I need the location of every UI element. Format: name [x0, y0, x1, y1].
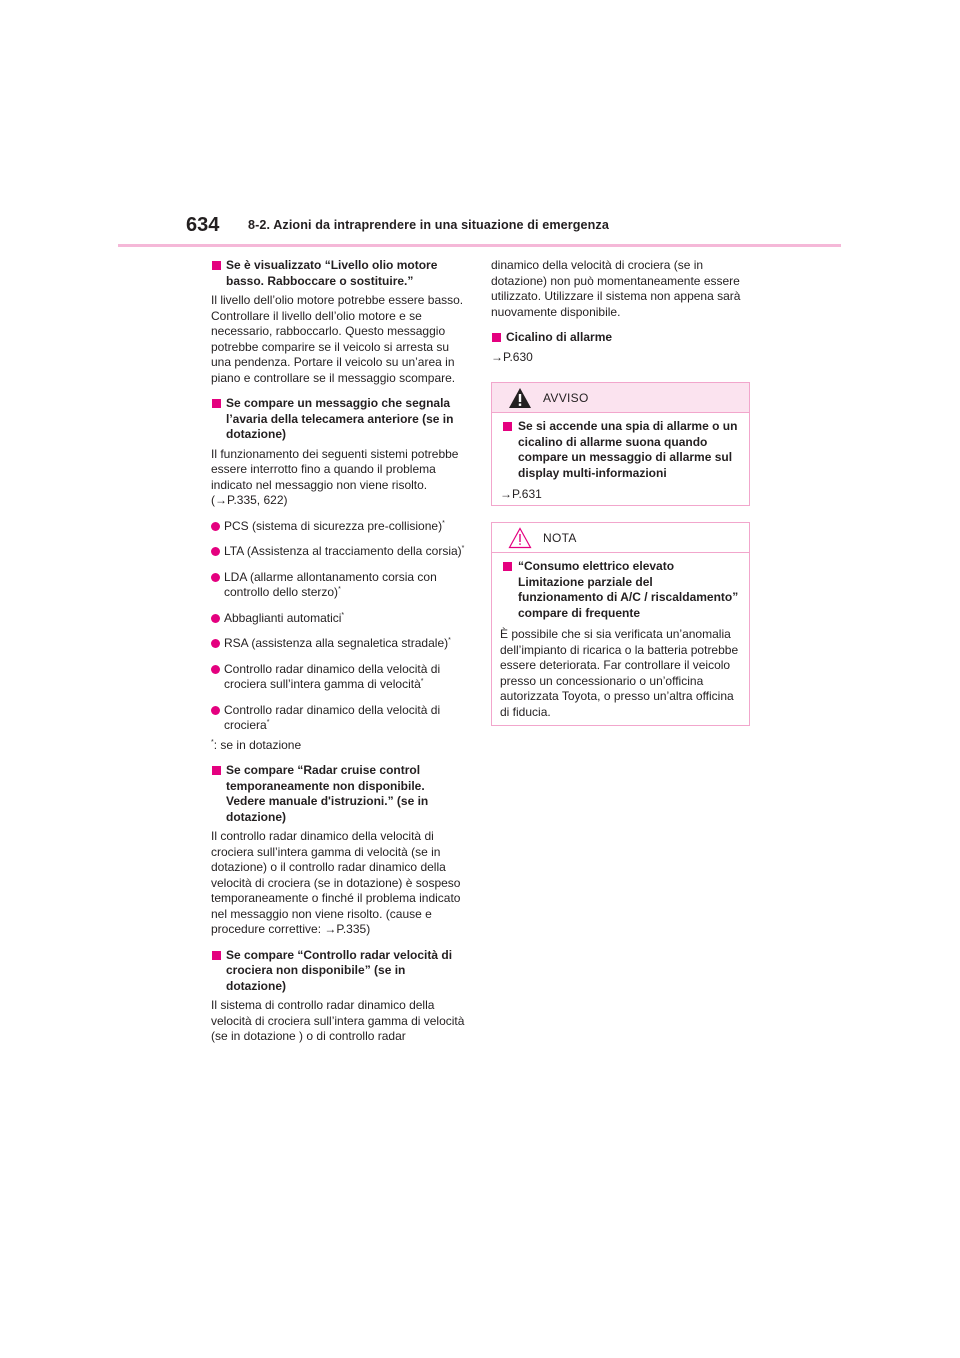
oil-level-heading [211, 258, 467, 289]
header-divider [118, 244, 841, 247]
list-item [211, 636, 467, 652]
list-item [211, 544, 467, 560]
circle-bullet-icon [211, 522, 220, 531]
radar-unavailable-heading [211, 763, 467, 825]
warning-heading-text: Se si accende una spia di allarme o un cicalino di allarme suona quando compare un messaggio di allarme sul display multi-informazioni [518, 419, 738, 480]
buzzer-heading [491, 330, 750, 346]
caution-triangle-outline-icon [508, 527, 532, 549]
square-bullet-icon [503, 422, 512, 431]
camera-fault-heading [211, 396, 467, 443]
square-bullet-icon [492, 333, 501, 342]
section-title: 8-2. Azioni da intraprendere in una situazione di emergenza [248, 218, 609, 232]
footnote-text: : se in dotazione [213, 737, 302, 752]
radar-unavailable-heading-text: Se compare “Radar cruise control temporaneamente non disponibile. Vedere manuale d'istruzioni.” (se in dotazione) [226, 763, 429, 824]
list-item [211, 703, 467, 734]
radar-cruise-unavailable-heading-text: Se compare “Controllo radar velocità di crociera non disponibile” (se in dotazione) [226, 947, 453, 993]
circle-bullet-icon [211, 706, 220, 715]
radar-cruise-unavailable-body: Il sistema di controllo radar dinamico della velocità di crociera sull’intera gamma di velocità (se in dotazione ) o di controllo radar [211, 998, 465, 1043]
note-box-label: NOTA [543, 531, 577, 545]
footnote-mark: * [211, 738, 214, 746]
list-item-text: Controllo radar dinamico della velocità di crociera [224, 702, 441, 732]
warning-heading [500, 419, 741, 481]
footnote-asterisk: * [338, 586, 341, 593]
page-number: 634 [186, 214, 220, 236]
list-item-text: PCS (sistema di sicurezza pre-collisione) [224, 518, 443, 533]
warning-triangle-icon [508, 387, 532, 409]
footnote [211, 738, 467, 754]
camera-fault-body: Il funzionamento dei seguenti sistemi potrebbe essere interrotto fino a quando il problema indicato nel messaggio non viene risolto. (→P.335, 622) [211, 446, 459, 507]
footnote-asterisk: * [461, 545, 465, 552]
warning-box [491, 382, 750, 506]
right-column [491, 258, 750, 375]
note-heading [500, 559, 741, 621]
list-item [211, 570, 467, 601]
warning-box-body [492, 413, 749, 511]
note-box-header [492, 523, 749, 553]
footnote-asterisk: * [442, 519, 445, 527]
buzzer-reference: →P.630 [491, 349, 533, 364]
square-bullet-icon [503, 562, 512, 571]
warning-box-label: AVVISO [543, 391, 589, 405]
note-body-text: È possibile che si sia verificata un’anomalia dell’impianto di ricarica o la batteria potrebbe essere deteriorata. Far controllare il veicolo presso un concessionario o un’officina autorizzata Toyota, o presso un’altra officina di fiducia. [500, 627, 739, 719]
square-bullet-icon [212, 766, 221, 775]
list-item [211, 611, 467, 627]
buzzer-heading-text: Cicalino di allarme [506, 330, 613, 344]
left-column [211, 258, 467, 1055]
continuation-text: dinamico della velocità di crociera (se in dotazione) non può momentaneamente essere utilizzato. Utilizzare il sistema non appena sarà nuovamente disponibile. [491, 258, 741, 319]
square-bullet-icon [212, 399, 221, 408]
warning-reference: →P.631 [500, 487, 542, 501]
list-item-text: Controllo radar dinamico della velocità di crociera sull’intera gamma di velocità [224, 661, 441, 691]
footnote-asterisk: * [341, 611, 345, 619]
footnote-asterisk: * [420, 678, 424, 685]
list-item [211, 662, 467, 693]
footnote-asterisk: * [266, 719, 270, 726]
circle-bullet-icon [211, 614, 220, 623]
circle-bullet-icon [211, 573, 220, 582]
radar-cruise-unavailable-heading [211, 948, 467, 995]
camera-fault-heading-text: Se compare un messaggio che segnala l’avaria della telecamera anteriore (se in dotazione) [226, 396, 454, 441]
list-item-text: Abbaglianti automatici [224, 610, 342, 625]
note-box-body [492, 553, 749, 728]
footnote-asterisk: * [448, 637, 451, 644]
circle-bullet-icon [211, 639, 220, 648]
note-heading-text: “Consumo elettrico elevato Limitazione parziale del funzionamento di A/C / riscaldamento” compare di frequente [518, 559, 739, 620]
list-item [211, 519, 467, 535]
oil-level-body: Il livello dell’olio motore potrebbe essere basso. Controllare il livello dell’olio motore e se necessario, rabboccarlo. Questo messaggio potrebbe comparire se il veicolo si arresta su una pendenza. Portare il veicolo su un’area in piano e controllare se il messaggio scompare. [211, 293, 464, 385]
warning-box-header [492, 383, 749, 413]
list-item-text: LDA (allarme allontanamento corsia con controllo dello sterzo) [224, 569, 437, 599]
circle-bullet-icon [211, 547, 220, 556]
square-bullet-icon [212, 261, 221, 270]
list-item-text: RSA (assistenza alla segnaletica stradale) [224, 636, 449, 650]
note-box [491, 522, 750, 726]
square-bullet-icon [212, 951, 221, 960]
circle-bullet-icon [211, 665, 220, 674]
oil-level-heading-text: Se è visualizzato “Livello olio motore basso. Rabboccare o sostituire.” [226, 258, 438, 288]
list-item-text: LTA (Assistenza al tracciamento della corsia) [224, 544, 462, 558]
radar-unavailable-body: Il controllo radar dinamico della velocità di crociera sull’intera gamma di velocità (se in dotazione) o il controllo radar dinamico della velocità di crociera (se in dotazione) è sospeso temporaneamente o finché il problema indicato nel messaggio non viene risolto. (cause e procedure correttive: →P.335) [211, 829, 461, 936]
